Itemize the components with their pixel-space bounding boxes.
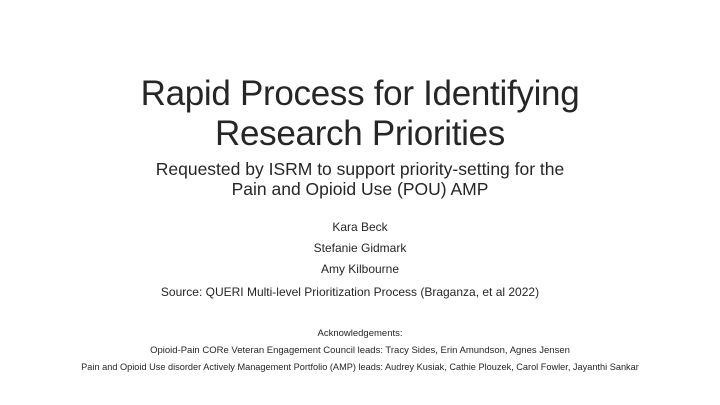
authors-list [0, 217, 720, 280]
subtitle-line-1: Requested by ISRM to support priority-setting for the [155, 159, 565, 179]
title-line-2: Research Priorities [215, 114, 505, 153]
slide-subtitle [40, 159, 680, 199]
subtitle-line-2: Pain and Opioid Use (POU) AMP [231, 179, 489, 199]
author-name: Amy Kilbourne [320, 262, 400, 276]
title-line-1: Rapid Process for Identifying [140, 74, 580, 113]
acknowledgements-line: Pain and Opioid Use disorder Actively Management Portfolio (AMP) leads: Audrey Kusiak, Cathie Plouzek, Carol Fowler, Jayanthi Sankar [81, 362, 639, 372]
acknowledgements [0, 325, 720, 376]
acknowledgements-line: Opioid-Pain CORe Veteran Engagement Council leads: Tracy Sides, Erin Amundson, Agnes Jensen [150, 345, 570, 356]
author-name: Kara Beck [332, 220, 388, 234]
acknowledgements-heading: Acknowledgements: [317, 328, 403, 339]
title-block [40, 74, 680, 199]
author-name: Stefanie Gidmark [313, 241, 407, 255]
source-citation: Source: QUERI Multi-level Prioritization Process (Braganza, et al 2022) [160, 285, 540, 299]
slide-title [40, 74, 680, 154]
